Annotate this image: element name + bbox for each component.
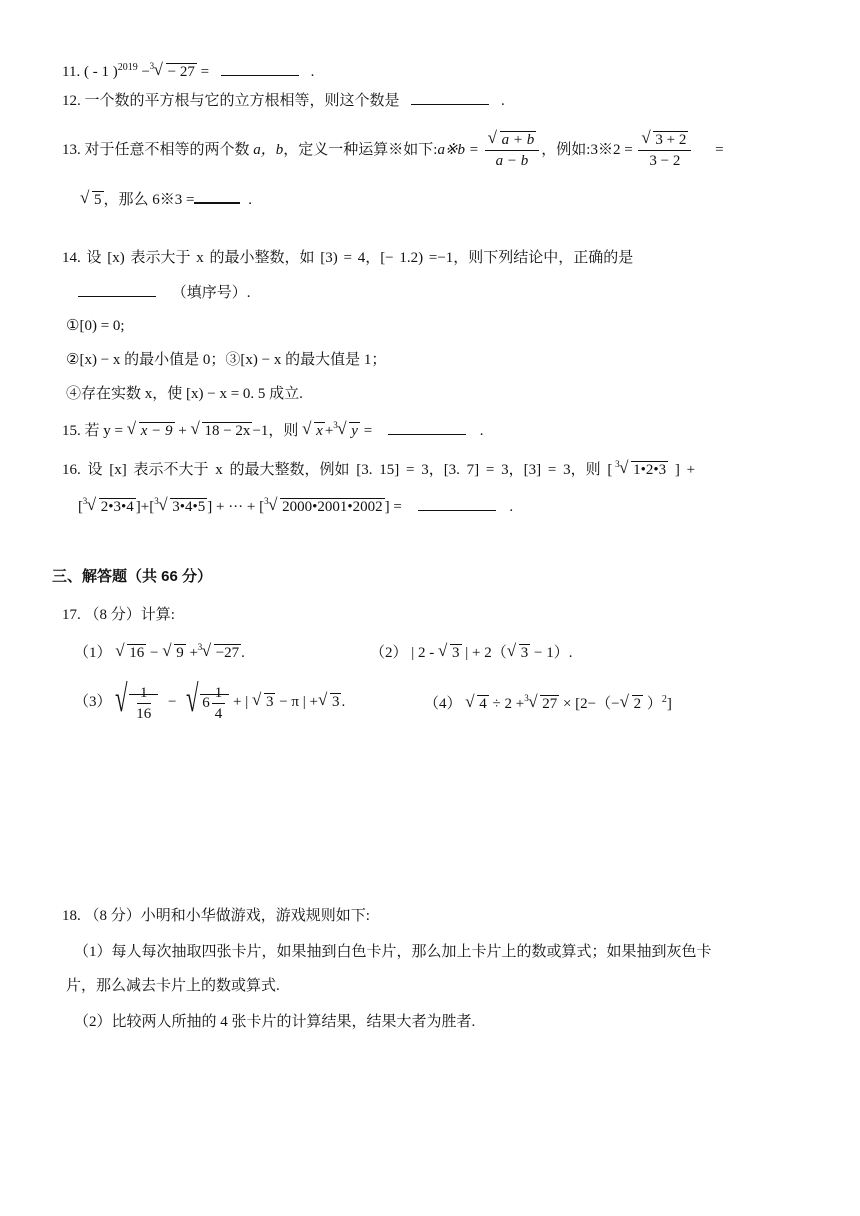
section-title: 三、解答题（共 66 分）: [52, 568, 213, 585]
period: .: [310, 64, 315, 80]
radicand: 3: [452, 645, 460, 661]
answer-blank[interactable]: [194, 188, 240, 204]
radicand: 4: [479, 696, 487, 712]
period: .: [341, 694, 346, 710]
option-2-3: [66, 350, 386, 370]
question-11: [62, 58, 314, 82]
fraction-numerator: 1: [137, 683, 151, 704]
question-17: [62, 605, 175, 625]
example-fraction: √ 3 + 2 3 − 2: [638, 130, 691, 171]
fraction-numerator: a + b: [501, 132, 535, 149]
example-text: ，例如:3※2 =: [541, 142, 633, 158]
part-label: （3）: [74, 694, 112, 710]
q17-part-3: [74, 676, 345, 729]
q17-part-2: [370, 643, 572, 663]
root-index: 3: [149, 61, 155, 71]
operator: +: [178, 423, 187, 439]
question-text: 18. （8 分）小明和小华做游戏，游戏规则如下:: [62, 908, 370, 924]
q17-part-4: [424, 690, 672, 714]
operation: a※b =: [437, 142, 479, 158]
square-root: √ 16: [115, 641, 145, 661]
question-14-line2: [78, 282, 251, 303]
square-root: √ x: [302, 419, 323, 439]
rule-text: 片，那么减去卡片上的数或算式.: [66, 978, 280, 994]
operator: −: [150, 645, 159, 661]
square-root: √ 5: [80, 188, 102, 208]
operator: −: [141, 64, 150, 80]
whole-number: 6: [202, 694, 210, 711]
part-label: （2）: [370, 645, 408, 661]
question-14: [62, 248, 633, 268]
square-root: √ 3: [438, 641, 460, 661]
operator: +: [324, 423, 334, 439]
radicand: 9: [176, 645, 184, 661]
period: .: [501, 93, 505, 109]
exponent: 2: [661, 694, 667, 705]
question-text: −1，则: [252, 423, 299, 439]
fraction: [133, 683, 154, 724]
question-text: 13. 对于任意不相等的两个数: [62, 142, 254, 158]
exponent: 2019: [117, 62, 138, 73]
question-text: ，定义一种运算※如下:: [283, 142, 438, 158]
radicand: 2•3•4: [100, 499, 134, 515]
expression-text: × [2−（−: [562, 696, 620, 712]
bracket: [: [78, 499, 83, 515]
question-16-line2: [78, 496, 513, 517]
radicand: −27: [215, 645, 240, 661]
part-label: （4）: [424, 696, 462, 712]
cube-root: 3 √ − 27: [154, 62, 197, 82]
rule-text: （2）比较两人所抽的 4 张卡片的计算结果，结果大者为胜者.: [74, 1014, 476, 1030]
root-index: 3: [197, 642, 203, 652]
expression-base: ( - 1 ): [83, 64, 118, 80]
equals: =: [715, 142, 724, 158]
square-root: √ 9: [162, 641, 184, 661]
square-root: √ 4: [465, 692, 487, 712]
question-text: 16. 设 [x] 表示不大于 x 的最大整数，例如 [3. 15] = 3，[3. 7] = 3，[3] = 3，则 [: [62, 462, 613, 478]
cube-root: 3 √ 27: [528, 694, 559, 714]
question-13: [62, 128, 724, 172]
square-root: √ 3: [506, 641, 529, 661]
question-text: 14. 设 [x) 表示大于 x 的最小整数，如 [3) = 4，[− 1.2) =−1，则下列结论中，正确的是: [62, 250, 634, 266]
option-text: ④存在实数 x，使 [x) − x = 0. 5 成立.: [66, 386, 303, 402]
option-1: [66, 316, 125, 336]
question-text: 12. 一个数的平方根与它的立方根相等，则这个数是: [62, 93, 400, 109]
root-index: 3: [524, 693, 529, 703]
question-text: 17. （8 分）计算:: [62, 607, 175, 623]
expression-text: ）: [646, 696, 662, 712]
cube-root: 3 √ 3•4•5: [154, 495, 206, 515]
question-number: 11.: [62, 64, 81, 80]
question-13-continued: [80, 188, 252, 210]
period: .: [248, 192, 252, 208]
cube-root: 3 √ 2000•2001•2002: [264, 495, 383, 515]
fraction-numerator: 1: [212, 683, 226, 704]
expression-text: | 2 -: [411, 645, 435, 661]
answer-blank[interactable]: [418, 496, 496, 511]
expression-text: ]: [666, 696, 672, 712]
fraction-numerator: 3 + 2: [655, 132, 687, 149]
radicand: 3: [331, 694, 340, 710]
radicand: 3•4•5: [172, 499, 206, 515]
radicand: x: [316, 423, 323, 439]
radicand: 3: [520, 645, 529, 661]
question-text: 15. 若 y =: [62, 423, 123, 439]
period: .: [509, 499, 514, 515]
cube-root: 3 √ y: [337, 421, 360, 441]
question-18: [62, 906, 370, 926]
cube-root: 3 √ 1•2•3: [615, 458, 667, 478]
square-root: √ 2: [619, 692, 642, 712]
square-root: √ $\frac{1}{16}$: [115, 677, 158, 729]
definition-fraction: √ a + b a − b: [485, 130, 540, 171]
square-root: √ 6 $\frac{1}{4}$: [186, 677, 229, 729]
cube-root: 3 √ −27: [202, 643, 241, 663]
answer-blank[interactable]: [411, 90, 489, 105]
radicand: 2: [633, 696, 642, 712]
cube-root: 3 √ 2•3•4: [82, 495, 134, 515]
variables: a，b: [253, 142, 284, 158]
square-root: √ 18 − 2x: [190, 419, 251, 439]
square-root: √ 3: [251, 690, 274, 710]
fraction-denominator: 3 − 2: [649, 153, 681, 170]
bracket: ]+[: [135, 499, 155, 515]
part-label: （1）: [74, 645, 112, 661]
expression-text: − π | +: [279, 694, 318, 710]
bracket: ] =: [384, 499, 402, 515]
mixed-fraction: [212, 683, 226, 724]
q17-part-1: [74, 643, 245, 663]
radicand: − 27: [167, 64, 195, 80]
ellipsis-sum: ] + ··· + [: [207, 499, 265, 515]
question-text: （填序号）.: [171, 285, 251, 301]
radicand: 27: [542, 696, 558, 712]
radicand: 1•2•3: [633, 462, 667, 478]
radicand: 5: [94, 192, 102, 208]
answer-blank[interactable]: [388, 420, 466, 435]
expression-text: − 1）.: [533, 645, 573, 661]
operator: −: [168, 694, 177, 710]
radicand: 18 − 2x: [204, 423, 251, 439]
period: .: [241, 645, 245, 661]
question-16: [62, 460, 695, 480]
expression-text: | + 2（: [465, 645, 507, 661]
rule-1-continued: [66, 976, 280, 996]
equals: =: [363, 423, 373, 439]
rule-2: [74, 1012, 475, 1032]
question-12: [62, 90, 505, 111]
radicand: y: [351, 423, 358, 439]
root-index: 3: [333, 420, 338, 430]
expression-text: + |: [232, 694, 249, 710]
operator: +: [189, 645, 198, 661]
bracket: ] +: [674, 462, 696, 478]
radicand: 16: [129, 645, 145, 661]
answer-blank[interactable]: [221, 61, 299, 76]
period: .: [479, 423, 484, 439]
rule-text: （1）每人每次抽取四张卡片，如果抽到白色卡片，那么加上卡片上的数或算式；如果抽到灰色卡: [74, 944, 712, 960]
square-root: √ 3: [317, 690, 340, 710]
question-text: ，那么 6※3 =: [103, 192, 195, 208]
equals: =: [200, 64, 210, 80]
question-15: [62, 420, 483, 441]
radicand: 2000•2001•2002: [282, 499, 383, 515]
option-text: ②[x) − x 的最小值是 0；③[x) − x 的最大值是 1；: [66, 352, 387, 368]
fraction-denominator: a − b: [495, 153, 529, 170]
rule-1: [74, 942, 712, 962]
option-4: [66, 384, 303, 404]
option-text: ①[0) = 0;: [66, 318, 125, 334]
radicand: 3: [265, 694, 274, 710]
expression-text: ÷ 2 +: [492, 696, 525, 712]
fraction-denominator: 16: [136, 705, 152, 722]
square-root: √ x − 9: [126, 419, 173, 439]
section-heading: [52, 567, 212, 587]
radicand: x − 9: [140, 423, 173, 439]
answer-blank[interactable]: [78, 282, 156, 297]
fraction-denominator: 4: [214, 705, 223, 722]
